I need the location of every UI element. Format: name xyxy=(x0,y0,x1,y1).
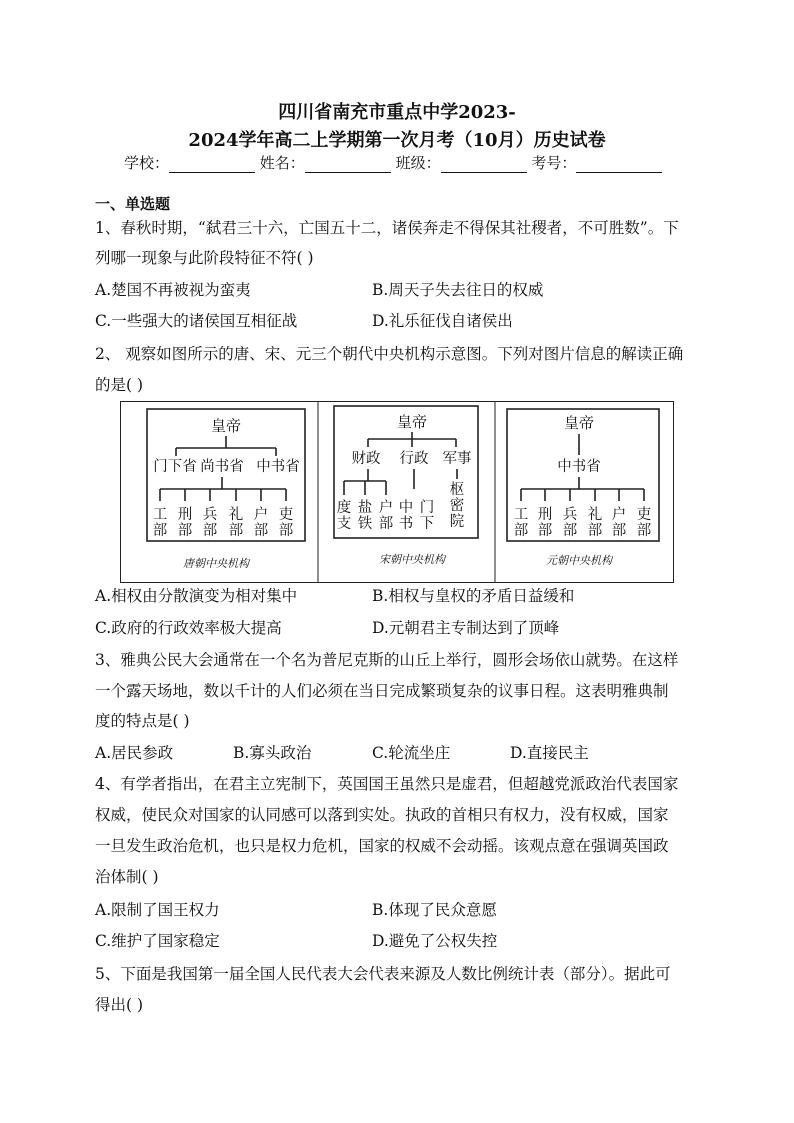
yuan-ministry-5-char: 部 xyxy=(636,523,652,539)
tang-emperor: 皇帝 xyxy=(210,417,242,435)
q3-option-a[interactable]: A.居民参政 xyxy=(95,744,174,762)
question-2-line-2: 的是( ) xyxy=(95,376,144,394)
song-admin-1-char: 门 xyxy=(419,500,435,516)
song-military-char: 枢 xyxy=(449,482,465,498)
student-info-row xyxy=(124,152,662,173)
question-1-line-1: 1、春秋时期，“弑君三十六，亡国五十二，诸侯奔走不得保其社稷者，不可胜数”。下 xyxy=(95,219,679,237)
yuan-emperor: 皇帝 xyxy=(563,414,595,432)
tang-ministry-2-char: 兵 xyxy=(202,507,218,523)
song-admin-0-char: 中 xyxy=(398,500,414,516)
tang-shangshu: 尚书省 xyxy=(200,459,244,475)
song-branch-military: 军事 xyxy=(442,451,472,467)
question-4-line-4: 治体制( ) xyxy=(95,868,159,886)
q1-option-d[interactable]: D.礼乐征伐自诸侯出 xyxy=(372,312,513,330)
song-finance-1-char: 铁 xyxy=(357,516,373,532)
song-caption: 宋朝中央机构 xyxy=(379,553,445,566)
q4-option-c[interactable]: C.维护了国家稳定 xyxy=(95,932,220,950)
class-blank[interactable] xyxy=(441,156,527,173)
song-emperor: 皇帝 xyxy=(396,413,428,431)
yuan-ministry-4-char: 户 xyxy=(611,507,627,523)
song-finance-1-char: 盐 xyxy=(357,500,373,516)
section-heading: 一、单选题 xyxy=(95,195,171,213)
exam-title-line2: 2024学年高二上学期第一次月考（10月）历史试卷 xyxy=(188,130,606,151)
question-5-line-1: 5、下面是我国第一届全国人民代表大会代表来源及人数比例统计表（部分）。据此可 xyxy=(95,965,671,983)
song-military-char: 院 xyxy=(449,514,465,530)
yuan-ministry-3-char: 部 xyxy=(587,523,603,539)
yuan-ministry-2-char: 部 xyxy=(562,523,578,539)
question-5-line-2: 得出( ) xyxy=(95,996,144,1014)
tang-menxia: 门下省 xyxy=(153,459,197,475)
song-admin-1-char: 下 xyxy=(419,516,435,532)
question-4-line-2: 权威，使民众对国家的认同感可以落到实处。执政的首相只有权力，没有权威，国家 xyxy=(95,806,669,824)
song-finance-2-char: 部 xyxy=(378,516,394,532)
tang-ministry-3-char: 部 xyxy=(228,523,244,539)
tang-ministry-1-char: 刑 xyxy=(177,507,193,523)
tang-ministry-1-char: 部 xyxy=(177,523,193,539)
class-label: 班级： xyxy=(395,154,441,172)
name-label: 姓名： xyxy=(259,154,305,172)
tang-ministry-4-char: 部 xyxy=(253,523,269,539)
question-2-line-1: 2、 观察如图所示的唐、宋、元三个朝代中央机构示意图。下列对图片信息的解读正确 xyxy=(95,345,684,363)
song-finance-2-char: 户 xyxy=(378,500,394,516)
tang-ministry-5-char: 吏 xyxy=(278,507,294,523)
q4-option-a[interactable]: A.限制了国王权力 xyxy=(95,901,220,919)
yuan-ministry-3-char: 礼 xyxy=(587,507,603,523)
song-military-char: 密 xyxy=(449,498,465,514)
q2-option-c[interactable]: C.政府的行政效率极大提高 xyxy=(95,619,282,637)
q2-option-d[interactable]: D.元朝君主专制达到了顶峰 xyxy=(372,619,560,637)
tang-ministry-0-char: 部 xyxy=(152,523,168,539)
song-branch-admin: 行政 xyxy=(399,451,429,467)
exam-number-blank[interactable] xyxy=(576,156,662,173)
question-1-line-2: 列哪一现象与此阶段特征不符( ) xyxy=(95,249,314,267)
q4-option-b[interactable]: B.体现了民众意愿 xyxy=(372,901,497,919)
yuan-caption: 元朝中央机构 xyxy=(546,554,612,567)
yuan-ministry-0-char: 工 xyxy=(513,507,529,523)
q1-option-b[interactable]: B.周天子失去往日的权威 xyxy=(372,281,544,299)
name-blank[interactable] xyxy=(305,156,391,173)
tang-ministry-5-char: 部 xyxy=(278,523,294,539)
question-3-line-3: 度的特点是( ) xyxy=(95,712,190,730)
yuan-ministry-1-char: 刑 xyxy=(537,507,553,523)
yuan-zhongshu: 中书省 xyxy=(557,459,601,475)
q4-option-d[interactable]: D.避免了公权失控 xyxy=(372,932,498,950)
school-blank[interactable] xyxy=(169,156,255,173)
song-finance-0-char: 度 xyxy=(336,500,352,516)
q2-option-b[interactable]: B.相权与皇权的矛盾日益缓和 xyxy=(372,587,575,605)
q1-option-c[interactable]: C.一些强大的诸侯国互相征战 xyxy=(95,312,298,330)
central-institutions-figure xyxy=(120,401,674,583)
yuan-ministry-4-char: 部 xyxy=(611,523,627,539)
yuan-ministry-2-char: 兵 xyxy=(562,507,578,523)
exam-number-label: 考号： xyxy=(531,154,577,172)
song-admin-0-char: 书 xyxy=(398,516,414,532)
tang-ministry-4-char: 户 xyxy=(253,507,269,523)
yuan-ministry-5-char: 吏 xyxy=(636,507,652,523)
school-label: 学校： xyxy=(124,154,170,172)
question-4-line-3: 一旦发生政治危机，也只是权力危机，国家的权威不会动摇。该观点意在强调英国政 xyxy=(95,837,669,855)
tang-ministry-2-char: 部 xyxy=(202,523,218,539)
tang-ministry-0-char: 工 xyxy=(152,507,168,523)
tang-ministry-3-char: 礼 xyxy=(228,507,244,523)
question-4-line-1: 4、有学者指出，在君主立宪制下，英国国王虽然只是虚君，但超越党派政治代表国家 xyxy=(95,775,679,793)
question-3-line-1: 3、雅典公民大会通常在一个名为普尼克斯的山丘上举行，圆形会场依山就势。在这样 xyxy=(95,651,679,669)
tang-zhongshu: 中书省 xyxy=(256,459,300,475)
song-branch-finance: 财政 xyxy=(351,451,381,467)
q1-option-a[interactable]: A.楚国不再被视为蛮夷 xyxy=(95,281,251,299)
tang-caption: 唐朝中央机构 xyxy=(183,557,249,570)
question-3-line-2: 一个露天场地，数以千计的人们必须在当日完成繁琐复杂的议事日程。这表明雅典制 xyxy=(95,682,669,700)
q2-option-a[interactable]: A.相权由分散演变为相对集中 xyxy=(95,587,298,605)
exam-title-line1: 四川省南充市重点中学2023- xyxy=(278,102,516,123)
yuan-ministry-1-char: 部 xyxy=(537,523,553,539)
q3-option-c[interactable]: C.轮流坐庄 xyxy=(372,744,451,762)
q3-option-b[interactable]: B.寡头政治 xyxy=(233,744,312,762)
song-finance-0-char: 支 xyxy=(336,516,352,532)
q3-option-d[interactable]: D.直接民主 xyxy=(510,744,589,762)
yuan-ministry-0-char: 部 xyxy=(513,523,529,539)
